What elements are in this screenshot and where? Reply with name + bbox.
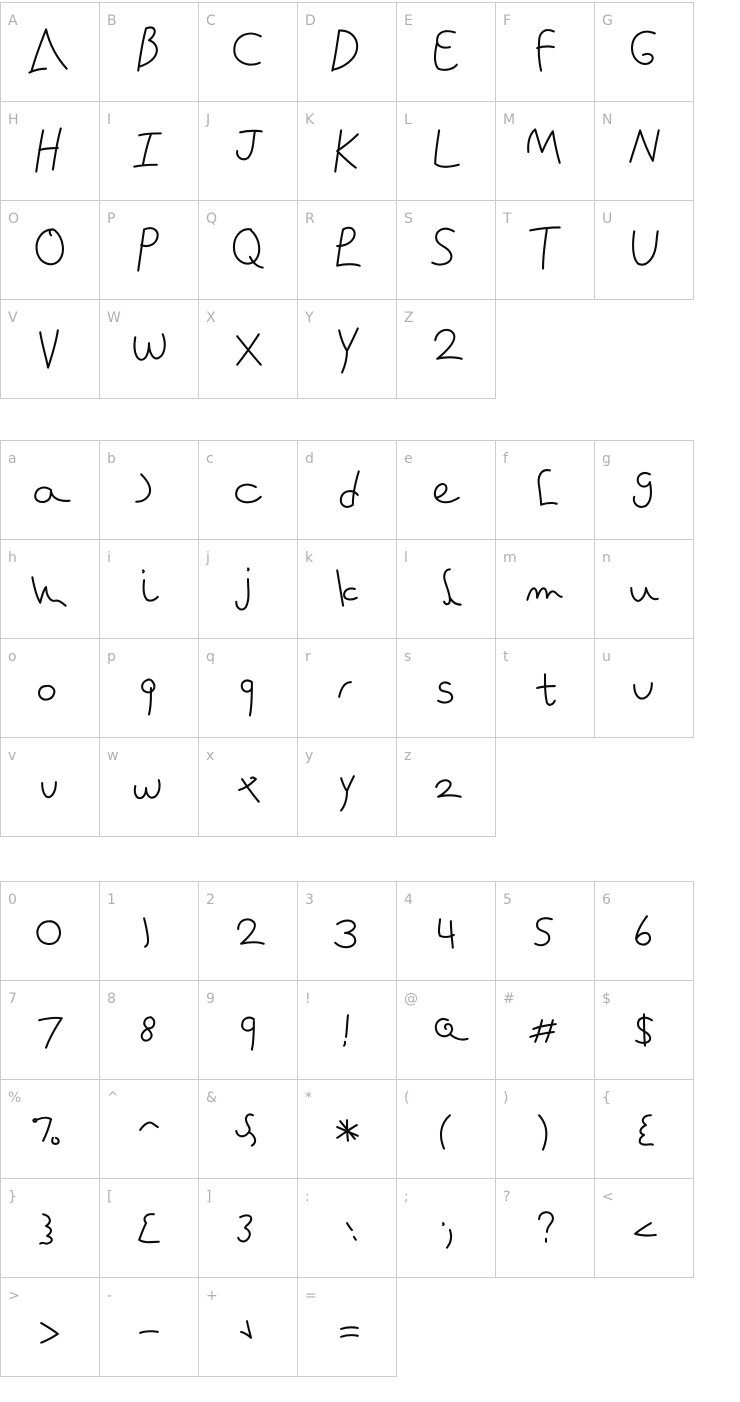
char-cell-semicolon [396, 1178, 496, 1278]
char-cell-upper-p [99, 200, 199, 300]
upper-p-glyph [100, 201, 198, 299]
cell-label-upper-f: F [503, 13, 512, 29]
cell-label-brace-open: { [602, 1090, 611, 1106]
cell-label-lower-n: n [602, 550, 611, 566]
cell-label-upper-t: T [503, 211, 512, 227]
digits-symbols-row-3 [0, 1178, 740, 1278]
cell-label-lower-p: p [107, 649, 116, 665]
digit-5-glyph [496, 882, 594, 980]
brace-open-glyph [595, 1080, 693, 1178]
cell-label-bracket-close: ] [206, 1189, 212, 1205]
char-cell-digit-7 [0, 980, 100, 1080]
char-cell-lower-f [495, 440, 595, 540]
char-cell-lower-e [396, 440, 496, 540]
cell-label-hash: # [503, 991, 515, 1007]
cell-label-upper-z: Z [404, 310, 414, 326]
char-cell-digit-8 [99, 980, 199, 1080]
lower-c-glyph [199, 441, 297, 539]
char-cell-bracket-open [99, 1178, 199, 1278]
cell-label-digit-6: 6 [602, 892, 611, 908]
lower-v-glyph [1, 738, 99, 836]
char-cell-upper-y [297, 299, 397, 399]
char-cell-upper-c [198, 2, 298, 102]
cell-label-upper-g: G [602, 13, 613, 29]
char-cell-lower-r [297, 638, 397, 738]
lower-q-glyph [199, 639, 297, 737]
char-cell-upper-x [198, 299, 298, 399]
less-than-glyph [595, 1179, 693, 1277]
cell-label-lower-r: r [305, 649, 311, 665]
char-cell-hash [495, 980, 595, 1080]
char-cell-question [495, 1178, 595, 1278]
lower-l-glyph [397, 540, 495, 638]
lowercase-row-0 [0, 440, 740, 540]
cell-label-lower-d: d [305, 451, 314, 467]
cell-label-upper-l: L [404, 112, 412, 128]
char-cell-digit-2 [198, 881, 298, 981]
digit-0-glyph [1, 882, 99, 980]
lower-g-glyph [595, 441, 693, 539]
cell-label-question: ? [503, 1189, 511, 1205]
cell-label-bracket-open: [ [107, 1189, 113, 1205]
cell-label-digit-8: 8 [107, 991, 116, 1007]
brace-close-glyph [1, 1179, 99, 1277]
char-cell-upper-o [0, 200, 100, 300]
lower-u-glyph [595, 639, 693, 737]
cell-label-hyphen: - [107, 1288, 113, 1304]
char-cell-lower-o [0, 638, 100, 738]
character-map [0, 2, 740, 1377]
uppercase-row-3 [0, 299, 740, 399]
upper-v-glyph [1, 300, 99, 398]
cell-label-lower-m: m [503, 550, 517, 566]
cell-label-digit-1: 1 [107, 892, 116, 908]
upper-h-glyph [1, 102, 99, 200]
char-cell-upper-b [99, 2, 199, 102]
cell-label-lower-v: v [8, 748, 17, 764]
cell-label-digit-5: 5 [503, 892, 512, 908]
char-cell-digit-4 [396, 881, 496, 981]
digits-symbols-row-2 [0, 1079, 740, 1179]
cell-label-lower-a: a [8, 451, 17, 467]
char-cell-lower-i [99, 539, 199, 639]
char-cell-colon [297, 1178, 397, 1278]
upper-d-glyph [298, 3, 396, 101]
lower-w-glyph [100, 738, 198, 836]
caret-glyph [100, 1080, 198, 1178]
char-cell-brace-open [594, 1079, 694, 1179]
cell-label-upper-w: W [107, 310, 121, 326]
char-cell-digit-6 [594, 881, 694, 981]
upper-z-glyph [397, 300, 495, 398]
cell-label-digit-4: 4 [404, 892, 413, 908]
lower-y-glyph [298, 738, 396, 836]
cell-label-ampersand: & [206, 1090, 217, 1106]
cell-label-upper-b: B [107, 13, 117, 29]
char-cell-less-than [594, 1178, 694, 1278]
lower-x-glyph [199, 738, 297, 836]
char-cell-digit-1 [99, 881, 199, 981]
char-cell-upper-e [396, 2, 496, 102]
cell-label-digit-7: 7 [8, 991, 17, 1007]
char-cell-upper-m [495, 101, 595, 201]
char-cell-upper-d [297, 2, 397, 102]
cell-label-greater-than: > [8, 1288, 20, 1304]
cell-label-semicolon: ; [404, 1189, 409, 1205]
lowercase-row-1 [0, 539, 740, 639]
cell-label-exclamation: ! [305, 991, 311, 1007]
uppercase-row-1 [0, 101, 740, 201]
char-cell-exclamation [297, 980, 397, 1080]
cell-label-lower-g: g [602, 451, 611, 467]
dollar-glyph [595, 981, 693, 1079]
cell-label-plus: + [206, 1288, 218, 1304]
cell-label-lower-j: j [206, 550, 210, 566]
bracket-open-glyph [100, 1179, 198, 1277]
paren-open-glyph [397, 1080, 495, 1178]
cell-label-lower-k: k [305, 550, 314, 566]
char-cell-upper-z [396, 299, 496, 399]
cell-label-dollar: $ [602, 991, 611, 1007]
cell-label-digit-0: 0 [8, 892, 17, 908]
char-cell-upper-f [495, 2, 595, 102]
char-cell-digit-5 [495, 881, 595, 981]
char-cell-upper-g [594, 2, 694, 102]
char-cell-upper-a [0, 2, 100, 102]
bracket-close-glyph [199, 1179, 297, 1277]
char-cell-digit-0 [0, 881, 100, 981]
upper-r-glyph [298, 201, 396, 299]
char-cell-upper-n [594, 101, 694, 201]
char-cell-lower-d [297, 440, 397, 540]
char-cell-lower-t [495, 638, 595, 738]
cell-label-lower-b: b [107, 451, 116, 467]
greater-than-glyph [1, 1278, 99, 1376]
char-cell-digit-9 [198, 980, 298, 1080]
lower-b-glyph [100, 441, 198, 539]
lowercase-row-2 [0, 638, 740, 738]
uppercase-grid [0, 2, 740, 399]
cell-label-lower-e: e [404, 451, 413, 467]
lower-a-glyph [1, 441, 99, 539]
upper-q-glyph [199, 201, 297, 299]
cell-label-lower-c: c [206, 451, 214, 467]
char-cell-bracket-close [198, 1178, 298, 1278]
cell-label-upper-d: D [305, 13, 316, 29]
upper-l-glyph [397, 102, 495, 200]
cell-label-percent: % [8, 1090, 22, 1106]
question-glyph [496, 1179, 594, 1277]
cell-label-lower-f: f [503, 451, 508, 467]
upper-n-glyph [595, 102, 693, 200]
lower-d-glyph [298, 441, 396, 539]
digit-9-glyph [199, 981, 297, 1079]
char-cell-upper-k [297, 101, 397, 201]
char-cell-upper-l [396, 101, 496, 201]
char-cell-lower-k [297, 539, 397, 639]
digits-symbols-row-1 [0, 980, 740, 1080]
ampersand-glyph [199, 1080, 297, 1178]
cell-label-less-than: < [602, 1189, 614, 1205]
upper-a-glyph [1, 3, 99, 101]
cell-label-lower-h: h [8, 550, 17, 566]
at-glyph [397, 981, 495, 1079]
char-cell-lower-y [297, 737, 397, 837]
cell-label-upper-h: H [8, 112, 19, 128]
upper-y-glyph [298, 300, 396, 398]
upper-e-glyph [397, 3, 495, 101]
cell-label-upper-j: J [206, 112, 211, 128]
hash-glyph [496, 981, 594, 1079]
char-cell-at [396, 980, 496, 1080]
digits-symbols-row-4 [0, 1277, 740, 1377]
cell-label-lower-i: i [107, 550, 111, 566]
lower-n-glyph [595, 540, 693, 638]
plus-glyph [199, 1278, 297, 1376]
lower-s-glyph [397, 639, 495, 737]
char-cell-lower-a [0, 440, 100, 540]
upper-g-glyph [595, 3, 693, 101]
cell-label-lower-t: t [503, 649, 509, 665]
char-cell-upper-h [0, 101, 100, 201]
cell-label-upper-v: V [8, 310, 18, 326]
char-cell-upper-s [396, 200, 496, 300]
equals-glyph [298, 1278, 396, 1376]
char-cell-percent [0, 1079, 100, 1179]
char-cell-upper-j [198, 101, 298, 201]
lower-e-glyph [397, 441, 495, 539]
upper-x-glyph [199, 300, 297, 398]
char-cell-lower-m [495, 539, 595, 639]
cell-label-brace-close: } [8, 1189, 17, 1205]
digit-6-glyph [595, 882, 693, 980]
char-cell-lower-j [198, 539, 298, 639]
char-cell-upper-r [297, 200, 397, 300]
char-cell-brace-close [0, 1178, 100, 1278]
cell-label-upper-n: N [602, 112, 613, 128]
lower-z-glyph [397, 738, 495, 836]
uppercase-row-2 [0, 200, 740, 300]
colon-glyph [298, 1179, 396, 1277]
digit-4-glyph [397, 882, 495, 980]
upper-w-glyph [100, 300, 198, 398]
cell-label-upper-x: X [206, 310, 216, 326]
cell-label-upper-o: O [8, 211, 20, 227]
percent-glyph [1, 1080, 99, 1178]
upper-s-glyph [397, 201, 495, 299]
hyphen-glyph [100, 1278, 198, 1376]
char-cell-upper-u [594, 200, 694, 300]
digit-2-glyph [199, 882, 297, 980]
cell-label-lower-z: z [404, 748, 412, 764]
lower-t-glyph [496, 639, 594, 737]
upper-j-glyph [199, 102, 297, 200]
char-cell-hyphen [99, 1277, 199, 1377]
char-cell-lower-c [198, 440, 298, 540]
char-cell-lower-x [198, 737, 298, 837]
char-cell-asterisk [297, 1079, 397, 1179]
cell-label-caret: ^ [107, 1090, 119, 1106]
cell-label-upper-r: R [305, 211, 315, 227]
lower-i-glyph [100, 540, 198, 638]
char-cell-ampersand [198, 1079, 298, 1179]
cell-label-lower-x: x [206, 748, 215, 764]
upper-f-glyph [496, 3, 594, 101]
cell-label-colon: : [305, 1189, 310, 1205]
digit-7-glyph [1, 981, 99, 1079]
char-cell-caret [99, 1079, 199, 1179]
char-cell-lower-z [396, 737, 496, 837]
lowercase-row-3 [0, 737, 740, 837]
upper-u-glyph [595, 201, 693, 299]
char-cell-upper-t [495, 200, 595, 300]
upper-o-glyph [1, 201, 99, 299]
upper-c-glyph [199, 3, 297, 101]
char-cell-lower-l [396, 539, 496, 639]
upper-b-glyph [100, 3, 198, 101]
char-cell-lower-q [198, 638, 298, 738]
cell-label-lower-w: w [107, 748, 119, 764]
cell-label-equals: = [305, 1288, 317, 1304]
char-cell-upper-w [99, 299, 199, 399]
char-cell-lower-s [396, 638, 496, 738]
cell-label-upper-y: Y [305, 310, 314, 326]
cell-label-upper-i: I [107, 112, 112, 128]
char-cell-upper-q [198, 200, 298, 300]
cell-label-asterisk: * [305, 1090, 312, 1106]
cell-label-digit-3: 3 [305, 892, 314, 908]
cell-label-upper-k: K [305, 112, 315, 128]
cell-label-paren-open: ( [404, 1090, 410, 1106]
lower-p-glyph [100, 639, 198, 737]
cell-label-lower-o: o [8, 649, 17, 665]
cell-label-digit-2: 2 [206, 892, 215, 908]
char-cell-greater-than [0, 1277, 100, 1377]
cell-label-upper-e: E [404, 13, 413, 29]
lower-m-glyph [496, 540, 594, 638]
upper-i-glyph [100, 102, 198, 200]
char-cell-lower-w [99, 737, 199, 837]
cell-label-upper-c: C [206, 13, 216, 29]
cell-label-lower-s: s [404, 649, 412, 665]
cell-label-lower-y: y [305, 748, 314, 764]
lower-j-glyph [199, 540, 297, 638]
lower-k-glyph [298, 540, 396, 638]
uppercase-row-0 [0, 2, 740, 102]
digits-symbols-row-0 [0, 881, 740, 981]
char-cell-paren-close [495, 1079, 595, 1179]
upper-t-glyph [496, 201, 594, 299]
cell-label-digit-9: 9 [206, 991, 215, 1007]
asterisk-glyph [298, 1080, 396, 1178]
char-cell-plus [198, 1277, 298, 1377]
semicolon-glyph [397, 1179, 495, 1277]
cell-label-lower-q: q [206, 649, 215, 665]
lower-h-glyph [1, 540, 99, 638]
upper-m-glyph [496, 102, 594, 200]
cell-label-lower-u: u [602, 649, 611, 665]
char-cell-lower-g [594, 440, 694, 540]
paren-close-glyph [496, 1080, 594, 1178]
char-cell-dollar [594, 980, 694, 1080]
lower-r-glyph [298, 639, 396, 737]
char-cell-lower-b [99, 440, 199, 540]
digit-3-glyph [298, 882, 396, 980]
cell-label-upper-q: Q [206, 211, 218, 227]
char-cell-lower-n [594, 539, 694, 639]
cell-label-upper-p: P [107, 211, 116, 227]
char-cell-equals [297, 1277, 397, 1377]
cell-label-upper-m: M [503, 112, 516, 128]
cell-label-at: @ [404, 991, 418, 1007]
lowercase-grid [0, 440, 740, 837]
lower-o-glyph [1, 639, 99, 737]
cell-label-upper-s: S [404, 211, 413, 227]
cell-label-paren-close: ) [503, 1090, 509, 1106]
char-cell-upper-i [99, 101, 199, 201]
digit-1-glyph [100, 882, 198, 980]
char-cell-lower-h [0, 539, 100, 639]
lower-f-glyph [496, 441, 594, 539]
char-cell-lower-v [0, 737, 100, 837]
digit-8-glyph [100, 981, 198, 1079]
char-cell-digit-3 [297, 881, 397, 981]
char-cell-lower-p [99, 638, 199, 738]
char-cell-upper-v [0, 299, 100, 399]
cell-label-upper-u: U [602, 211, 613, 227]
cell-label-upper-a: A [8, 13, 18, 29]
upper-k-glyph [298, 102, 396, 200]
cell-label-lower-l: l [404, 550, 408, 566]
char-cell-lower-u [594, 638, 694, 738]
char-cell-paren-open [396, 1079, 496, 1179]
digits-symbols-grid [0, 881, 740, 1377]
exclamation-glyph [298, 981, 396, 1079]
